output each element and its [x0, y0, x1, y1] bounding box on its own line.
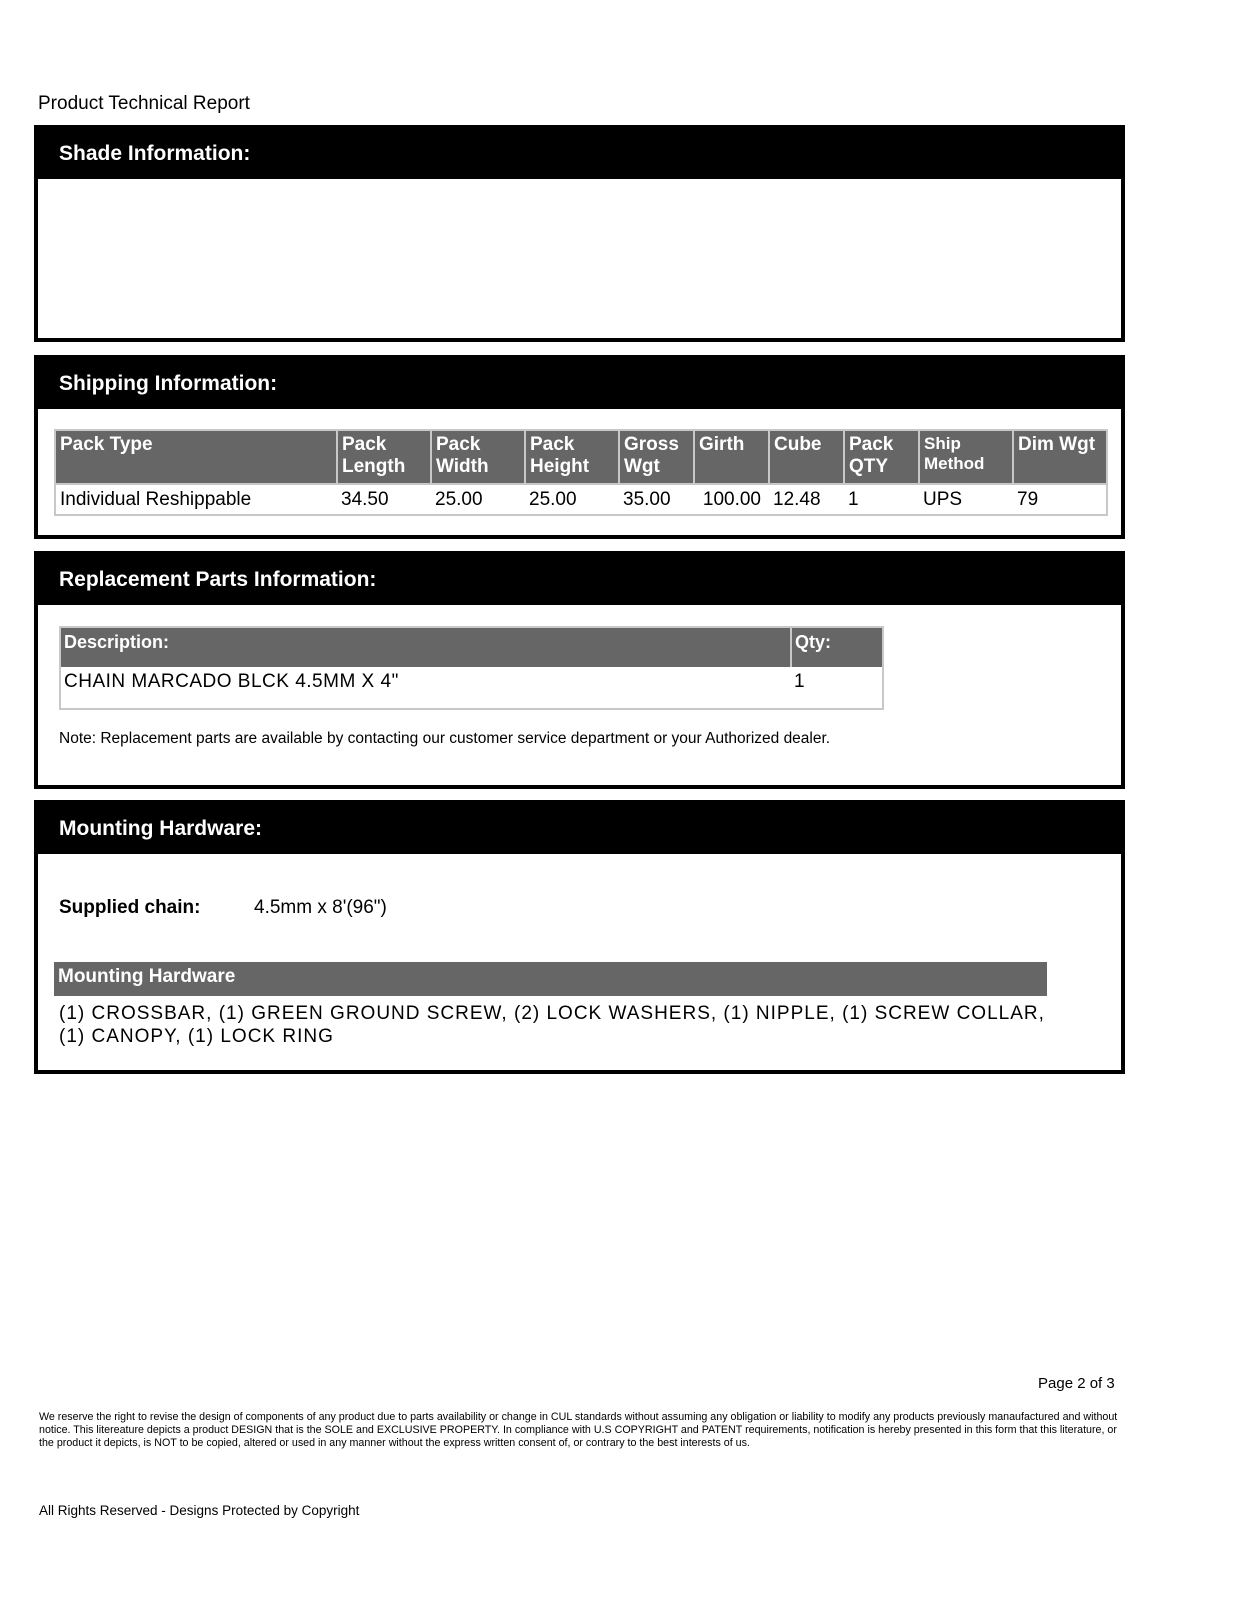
column-header: Pack Length [337, 430, 431, 484]
supplied-chain-label: Supplied chain: [59, 897, 201, 918]
shipping-table-header-row [55, 430, 1107, 484]
shipping-table [54, 429, 1108, 516]
column-header: Dim Wgt [1013, 430, 1107, 484]
parts-note: Note: Replacement parts are available by contacting our customer service department or your Authorized dealer. [59, 730, 831, 747]
table-row [55, 484, 1107, 515]
table-cell: 79 [1013, 484, 1107, 515]
replacement-parts-table [59, 626, 884, 710]
table-row [60, 667, 883, 709]
hardware-list-text: (1) CROSSBAR, (1) GREEN GROUND SCREW, (2) LOCK WASHERS, (1) NIPPLE, (1) SCREW COLLAR, (1) CANOPY, (1) LOCK RING [59, 1003, 1045, 1047]
shipping-information-heading: Shipping Information: [38, 359, 1121, 409]
table-cell: 35.00 [619, 484, 694, 515]
shade-information-heading: Shade Information: [38, 129, 1121, 179]
table-cell: 34.50 [337, 484, 431, 515]
table-cell: 25.00 [525, 484, 619, 515]
copyright-notice: All Rights Reserved - Designs Protected by Copyright [39, 1503, 360, 1518]
part-description: CHAIN MARCADO BLCK 4.5MM X 4" [64, 671, 399, 692]
column-header: Gross Wgt [619, 430, 694, 484]
column-header: Pack Width [431, 430, 525, 484]
column-header: Ship Method [919, 430, 1013, 484]
column-header: Pack Type [55, 430, 337, 484]
legal-disclaimer: We reserve the right to revise the design of components of any product due to parts availability or change in CUL standards without assuming any obligation or liability to modify any products previously manaufactured and without notice. This litereature depicts a product DESIGN that is the SOLE and EXCLUSIVE PROPERTY. In compliance with U.S COPYRIGHT and PATENT requirements, notification is hereby presented in this form that this literature, or the product it depicts, is NOT to be copied, altered or used in any manner without the express written consent of, or contrary to the best interests of us. [39, 1411, 1118, 1449]
parts-table-header-row [60, 627, 883, 667]
table-cell: 100.00 [694, 484, 769, 515]
document-title: Product Technical Report [38, 93, 250, 114]
column-header: Pack Height [525, 430, 619, 484]
column-header: Cube [769, 430, 844, 484]
shade-information-section [34, 125, 1125, 342]
hardware-list-header: Mounting Hardware [54, 962, 1047, 996]
table-cell: Individual Reshippable [55, 484, 337, 515]
replacement-parts-section [34, 551, 1125, 789]
table-cell: 25.00 [431, 484, 525, 515]
column-header: Girth [694, 430, 769, 484]
column-header: Pack QTY [844, 430, 919, 484]
replacement-parts-heading: Replacement Parts Information: [38, 555, 1121, 605]
part-qty: 1 [794, 671, 806, 692]
supplied-chain-value: 4.5mm x 8'(96") [254, 897, 387, 918]
column-header: Description: [60, 627, 791, 667]
page-number: Page 2 of 3 [1038, 1375, 1115, 1392]
table-cell: 12.48 [769, 484, 844, 515]
mounting-hardware-section [34, 800, 1125, 1074]
shipping-information-section [34, 355, 1125, 539]
column-header: Qty: [791, 627, 883, 667]
table-cell: 1 [844, 484, 919, 515]
mounting-hardware-heading: Mounting Hardware: [38, 804, 1121, 854]
table-cell: UPS [919, 484, 1013, 515]
